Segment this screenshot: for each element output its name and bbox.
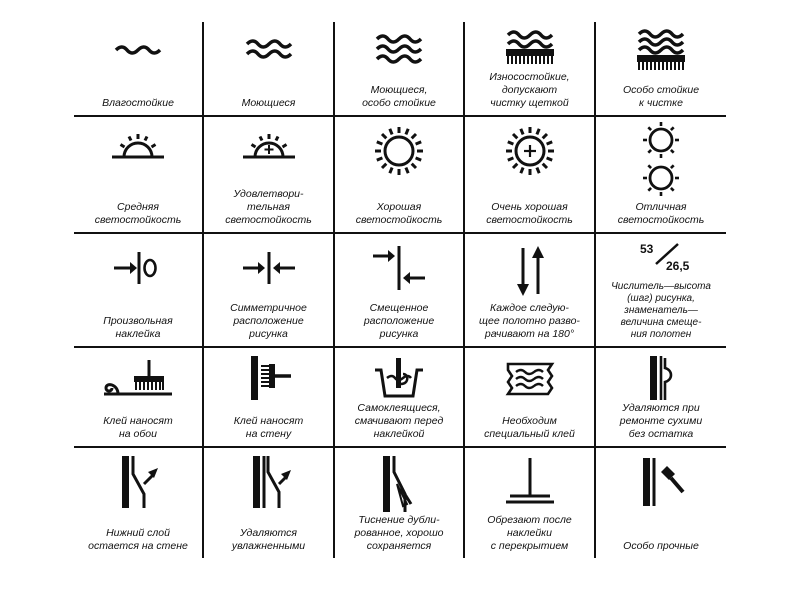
symbol-cell-satisfactory-lightfast (204, 117, 335, 234)
symbol-label: Износостойкие, допускают чистку щеткой (489, 71, 570, 109)
symbol-cell-medium-lightfast (74, 117, 204, 234)
paste-wallpaper-icon (98, 356, 178, 400)
wallpaper-symbols-table (74, 22, 726, 558)
symbol-label: Произвольная наклейка (103, 315, 173, 340)
symbol-cell-paste-wallpaper (74, 348, 204, 448)
symbol-cell-impact-resistant (596, 448, 726, 558)
symbol-label: Средняя светостойкость (94, 201, 182, 226)
symbol-cell-scrubbable (465, 22, 596, 117)
symbol-label: Клей наносят на обои (103, 415, 173, 440)
symbol-label: Симметричное расположение рисунка (230, 302, 307, 340)
symbol-cell-pattern-repeat (596, 234, 726, 348)
symbol-label: Особо прочные (623, 540, 699, 552)
three-waves-brush-icon (629, 28, 693, 74)
paste-wall-icon (237, 354, 301, 402)
symbol-cell-good-lightfast (335, 117, 465, 234)
symbol-cell-washable (204, 22, 335, 117)
symbol-cell-paste-wall (204, 348, 335, 448)
pattern-repeat-icon (626, 240, 696, 272)
symbol-cell-excellent-lightfast (596, 117, 726, 234)
half-sun-icon (106, 123, 170, 167)
symbol-cell-peelable (74, 448, 204, 558)
strippable-icon (636, 354, 686, 402)
symbol-cell-overlap-cut (465, 448, 596, 558)
pattern-numerator: 53 (640, 242, 654, 256)
symbol-label: Смещенное расположение рисунка (363, 302, 435, 340)
one-wave-icon (108, 28, 168, 70)
symbol-label: Особо стойкие к чистке (622, 84, 700, 109)
symbol-cell-prepasted (335, 348, 465, 448)
symbol-cell-free-match (74, 234, 204, 348)
special-adhesive-icon (498, 358, 562, 398)
double-sun-icon (638, 120, 684, 200)
reverse-hanging-icon (505, 242, 555, 300)
symbol-cell-straight-match (204, 234, 335, 348)
symbol-label: Влагостойкие (102, 97, 174, 109)
sun-plus-icon (500, 123, 560, 179)
symbol-label: Хорошая светостойкость (355, 201, 443, 226)
symbol-label: Каждое следую- щее полотно разво- рачивают на 180° (479, 302, 580, 340)
symbol-cell-offset-match (335, 234, 465, 348)
symbol-label: Числитель—высота (шаг) рисунка, знаменатель— величина смеще- ния полотен (611, 281, 711, 340)
symbol-cell-reverse-hanging (465, 234, 596, 348)
symbol-label: Клей наносят на стену (233, 415, 304, 440)
symbol-cell-extra-washable (335, 22, 465, 117)
symbol-label: Очень хорошая светостойкость (486, 201, 573, 226)
symbol-label: Удовлетвори- тельная светостойкость (225, 188, 312, 226)
symbol-label: Удаляются при ремонте сухими без остатка (619, 402, 703, 440)
symbol-cell-special-adhesive (465, 348, 596, 448)
symbol-label: Обрезают после наклейки с перекрытием (487, 514, 572, 552)
symbol-cell-very-good-lightfast (465, 117, 596, 234)
symbol-label: Моющиеся (241, 97, 296, 109)
offset-match-icon (367, 242, 431, 294)
free-match-icon (108, 248, 168, 288)
symbol-label: Удаляются увлажненными (231, 527, 306, 552)
symbol-cell-strippable (596, 348, 726, 448)
symbol-cell-moisture-resistant (74, 22, 204, 117)
two-waves-icon (239, 28, 299, 70)
waves-brush-icon (498, 28, 562, 70)
prepasted-icon (367, 354, 431, 402)
symbol-cell-embossed (335, 448, 465, 558)
pattern-denominator: 26,5 (666, 259, 690, 272)
sun-icon (369, 123, 429, 179)
three-waves-icon (369, 28, 429, 70)
symbol-label: Тиснение дубли- рованное, хорошо сохраняется (354, 514, 444, 552)
overlap-cut-icon (498, 456, 562, 508)
peelable-icon (110, 454, 166, 510)
wet-removable-icon (241, 454, 297, 510)
symbol-label: Необходим специальный клей (484, 415, 575, 440)
symbol-cell-wet-removable (204, 448, 335, 558)
symbol-label: Моющиеся, особо стойкие (362, 84, 436, 109)
straight-match-icon (237, 248, 301, 288)
half-sun-plus-icon (237, 123, 301, 167)
impact-resistant-icon (631, 456, 691, 508)
symbol-label: Отличная светостойкость (617, 201, 705, 226)
embossed-icon (371, 454, 427, 514)
symbol-cell-extra-scrubbable (596, 22, 726, 117)
symbol-label: Нижний слой остается на стене (88, 527, 188, 552)
symbol-label: Самоклеящиеся, смачивают перед наклейкой (354, 402, 444, 440)
